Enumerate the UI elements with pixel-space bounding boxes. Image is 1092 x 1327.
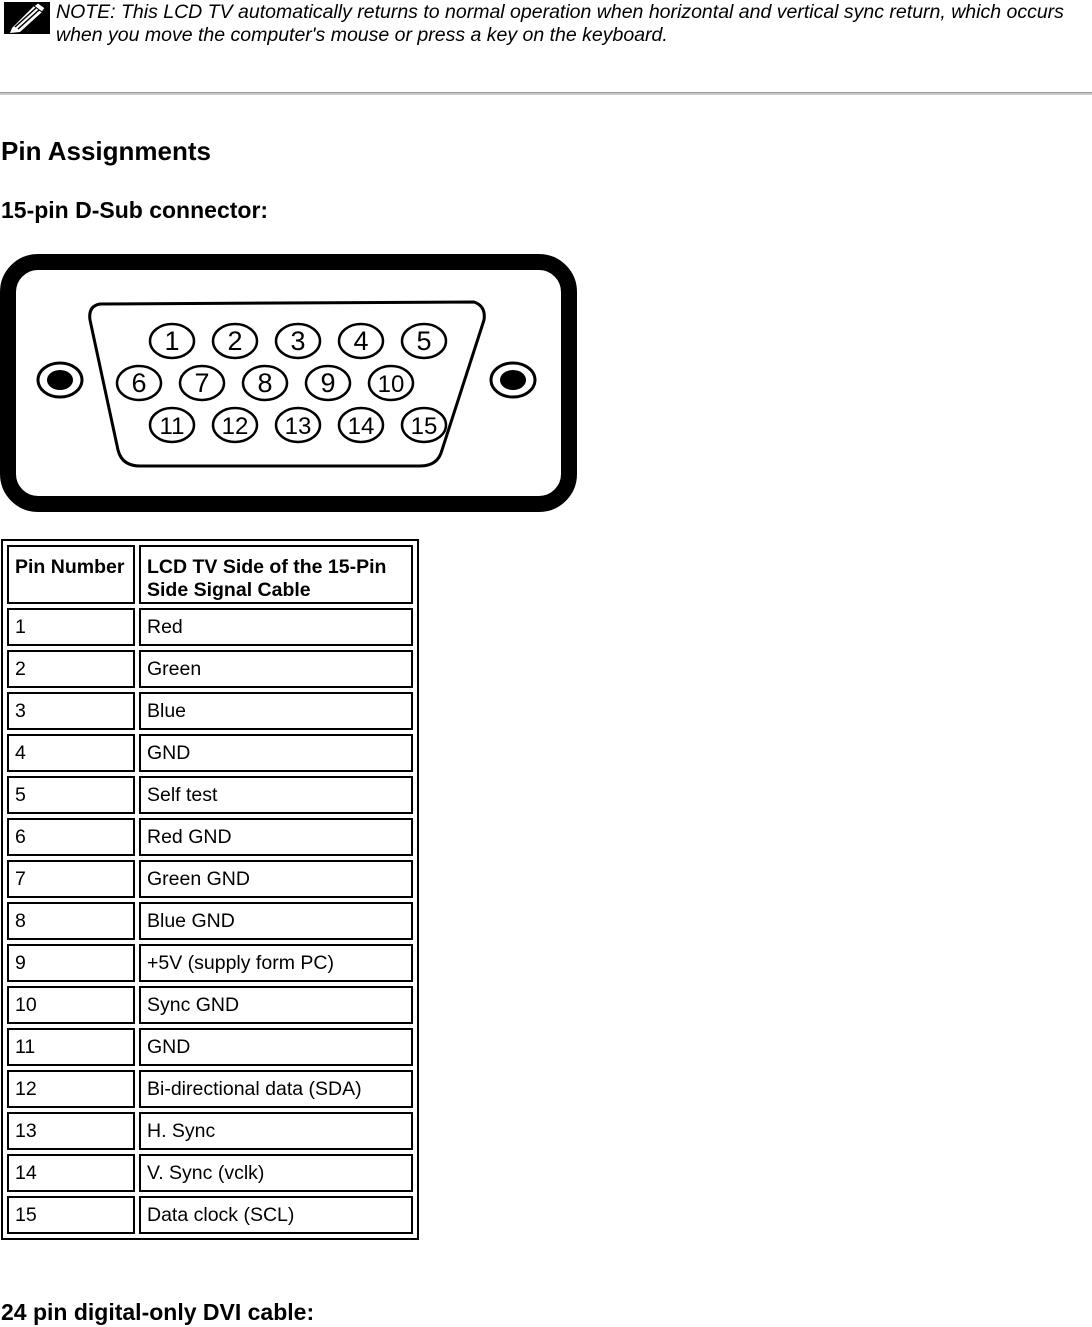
connector-pin [402, 324, 446, 358]
table-row [7, 986, 413, 1024]
pin-number-cell: 13 [7, 1112, 135, 1150]
signal-cell: Blue [139, 692, 413, 730]
note-text: NOTE: This LCD TV automatically returns to normal operation when horizontal and vertical sync return, which occurs when you move the computer's mouse or press a key on the keyboard. [56, 1, 1064, 46]
table-row [7, 1028, 413, 1066]
pin-label: 10 [377, 371, 405, 398]
pin-number-cell: 14 [7, 1154, 135, 1192]
pin-number-cell: 4 [7, 734, 135, 772]
signal-cell: Sync GND [139, 986, 413, 1024]
connector-pin [243, 366, 287, 400]
signal-cell: GND [139, 1028, 413, 1066]
header-pin-number: Pin Number [7, 545, 135, 604]
table-header-row [7, 545, 413, 604]
signal-cell: H. Sync [139, 1112, 413, 1150]
table-row [7, 1070, 413, 1108]
pin-label: 5 [416, 326, 432, 356]
table-row [7, 1154, 413, 1192]
pin-number-cell: 15 [7, 1196, 135, 1234]
dvi-cable-heading: 24 pin digital-only DVI cable: [1, 1299, 315, 1325]
pin-number-cell: 10 [7, 986, 135, 1024]
table-row [7, 608, 413, 646]
table-row [7, 860, 413, 898]
pin-number-cell: 7 [7, 860, 135, 898]
pin-assignment-table [1, 539, 419, 1240]
table-row [7, 734, 413, 772]
connector-pin [213, 324, 257, 358]
connector-pin [339, 324, 383, 358]
connector-pin [150, 324, 194, 358]
pin-label: 2 [227, 326, 243, 356]
divider [0, 92, 1092, 95]
pin-number-cell: 1 [7, 608, 135, 646]
dsub-connector-diagram [0, 254, 577, 512]
pin-number-cell: 5 [7, 776, 135, 814]
pin-label: 3 [290, 326, 306, 356]
signal-cell: Red GND [139, 818, 413, 856]
pin-label: 9 [320, 368, 336, 398]
pin-label: 14 [347, 413, 375, 440]
table-row [7, 818, 413, 856]
connector-pin [150, 408, 194, 442]
connector-pin [276, 324, 320, 358]
table-row [7, 650, 413, 688]
table-row [7, 692, 413, 730]
header-signal: LCD TV Side of the 15-Pin Side Signal Cable [139, 545, 413, 604]
note-block [0, 0, 1092, 48]
signal-cell: Blue GND [139, 902, 413, 940]
signal-cell: V. Sync (vclk) [139, 1154, 413, 1192]
signal-cell: Green GND [139, 860, 413, 898]
right-screw-hole [491, 363, 535, 397]
connector-pin [306, 366, 350, 400]
pin-label: 8 [257, 368, 273, 398]
pin-number-cell: 12 [7, 1070, 135, 1108]
pin-assignments-heading: Pin Assignments [1, 136, 211, 166]
signal-cell: Red [139, 608, 413, 646]
table-row [7, 944, 413, 982]
signal-cell: Bi-directional data (SDA) [139, 1070, 413, 1108]
table-row [7, 776, 413, 814]
pin-number-cell: 2 [7, 650, 135, 688]
pin-number-cell: 9 [7, 944, 135, 982]
pin-label: 4 [353, 326, 369, 356]
pin-number-cell: 11 [7, 1028, 135, 1066]
connector-pin [339, 408, 383, 442]
signal-cell: GND [139, 734, 413, 772]
pin-label: 6 [131, 368, 147, 398]
table-body [7, 608, 413, 1234]
connector-pin [276, 408, 320, 442]
connector-pin [402, 408, 446, 442]
connector-pin [180, 366, 224, 400]
left-screw-hole [38, 363, 82, 397]
signal-cell: Self test [139, 776, 413, 814]
table-row [7, 1196, 413, 1234]
pin-number-cell: 6 [7, 818, 135, 856]
pin-label: 15 [410, 413, 438, 440]
connector-pin [117, 366, 161, 400]
signal-cell: Data clock (SCL) [139, 1196, 413, 1234]
signal-cell: Green [139, 650, 413, 688]
table-row [7, 1112, 413, 1150]
note-pencil-icon [4, 2, 50, 34]
connector-pin [369, 366, 413, 400]
dsub-connector-heading: 15-pin D-Sub connector: [1, 197, 269, 223]
pin-label: 7 [194, 368, 210, 398]
pin-label: 12 [221, 413, 249, 440]
signal-cell: +5V (supply form PC) [139, 944, 413, 982]
table-row [7, 902, 413, 940]
pin-number-cell: 8 [7, 902, 135, 940]
pin-label: 1 [164, 326, 180, 356]
pin-number-cell: 3 [7, 692, 135, 730]
pin-label: 11 [159, 413, 185, 440]
pin-label: 13 [284, 413, 312, 440]
connector-pin [213, 408, 257, 442]
